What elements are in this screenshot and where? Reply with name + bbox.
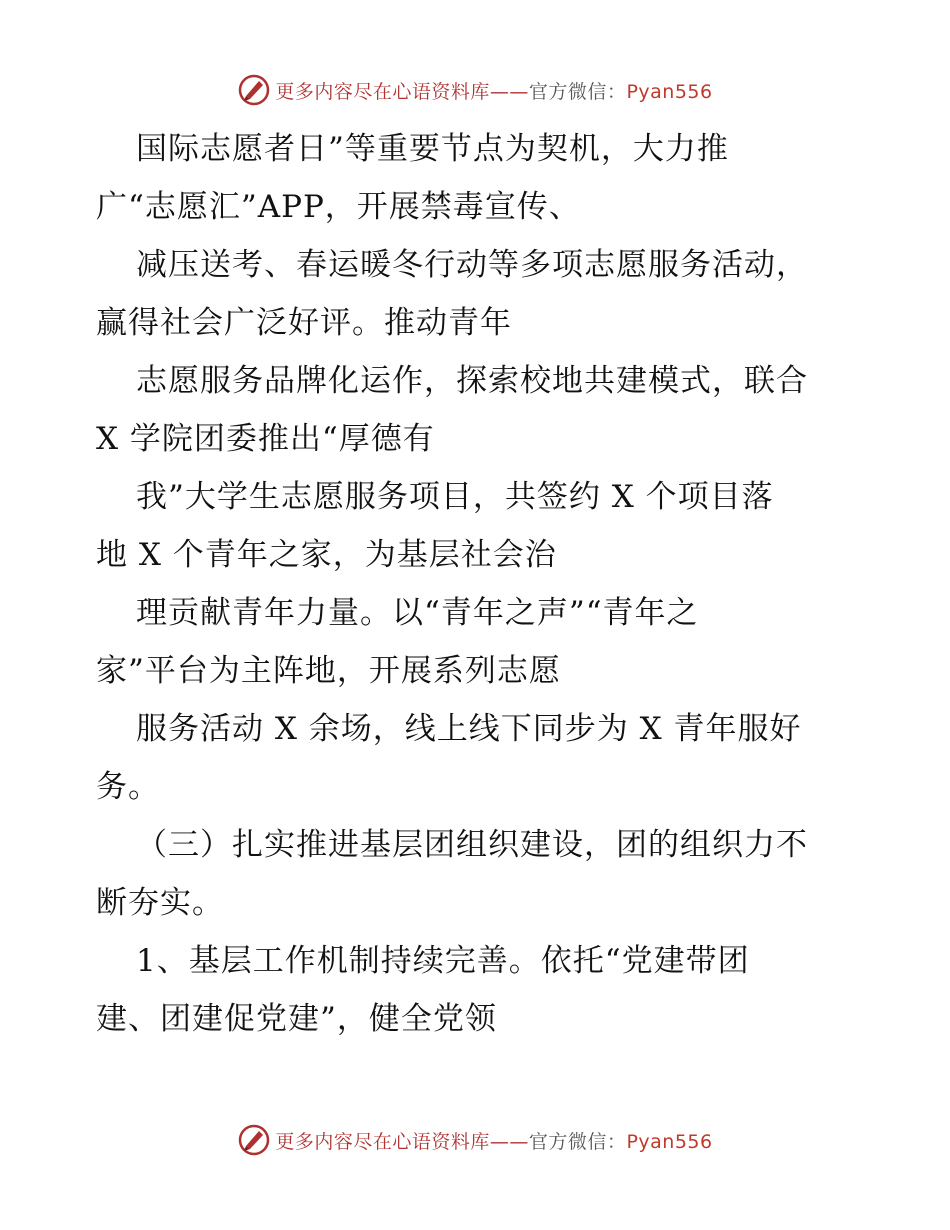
text-line: 志愿服务品牌化运作，探索校地共建模式，联合 [136,363,808,399]
text-line: 断夯实。 [96,885,224,921]
text-line: 广“志愿汇”APP，开展禁毒宣传、 [96,189,581,225]
logo-icon [237,73,271,107]
footer-watermark-banner [0,1120,950,1160]
header-watermark-banner [0,70,950,110]
document-body [96,120,866,1048]
text-line: 地 X 个青年之家，为基层社会治 [96,537,557,573]
text-line: 建、团建促党建”，健全党领 [96,1001,497,1037]
text-line: 我”大学生志愿服务项目，共签约 X 个项目落 [136,479,774,515]
text-line: （三）扎实推进基层团组织建设，团的组织力不 [136,827,808,863]
text-line: X 学院团委推出“厚德有 [96,421,435,457]
text-line: 务。 [96,769,160,805]
watermark-text: 更多内容尽在心语资料库——官方微信：Pyan556 [275,80,713,103]
text-line: 减压送考、春运暖冬行动等多项志愿服务活动， [136,247,808,283]
text-line: 1、基层工作机制持续完善。依托“党建带团 [136,943,750,979]
logo-icon [237,1123,271,1157]
text-line: 理贡献青年力量。以“青年之声”“青年之 [136,595,699,631]
text-line: 赢得社会广泛好评。推动青年 [96,305,512,341]
text-line: 服务活动 X 余场，线上线下同步为 X 青年服好 [136,711,802,747]
text-line: 家”平台为主阵地，开展系列志愿 [96,653,561,689]
text-line: 国际志愿者日”等重要节点为契机，大力推 [136,131,729,167]
watermark-text: 更多内容尽在心语资料库——官方微信：Pyan556 [275,1130,713,1153]
